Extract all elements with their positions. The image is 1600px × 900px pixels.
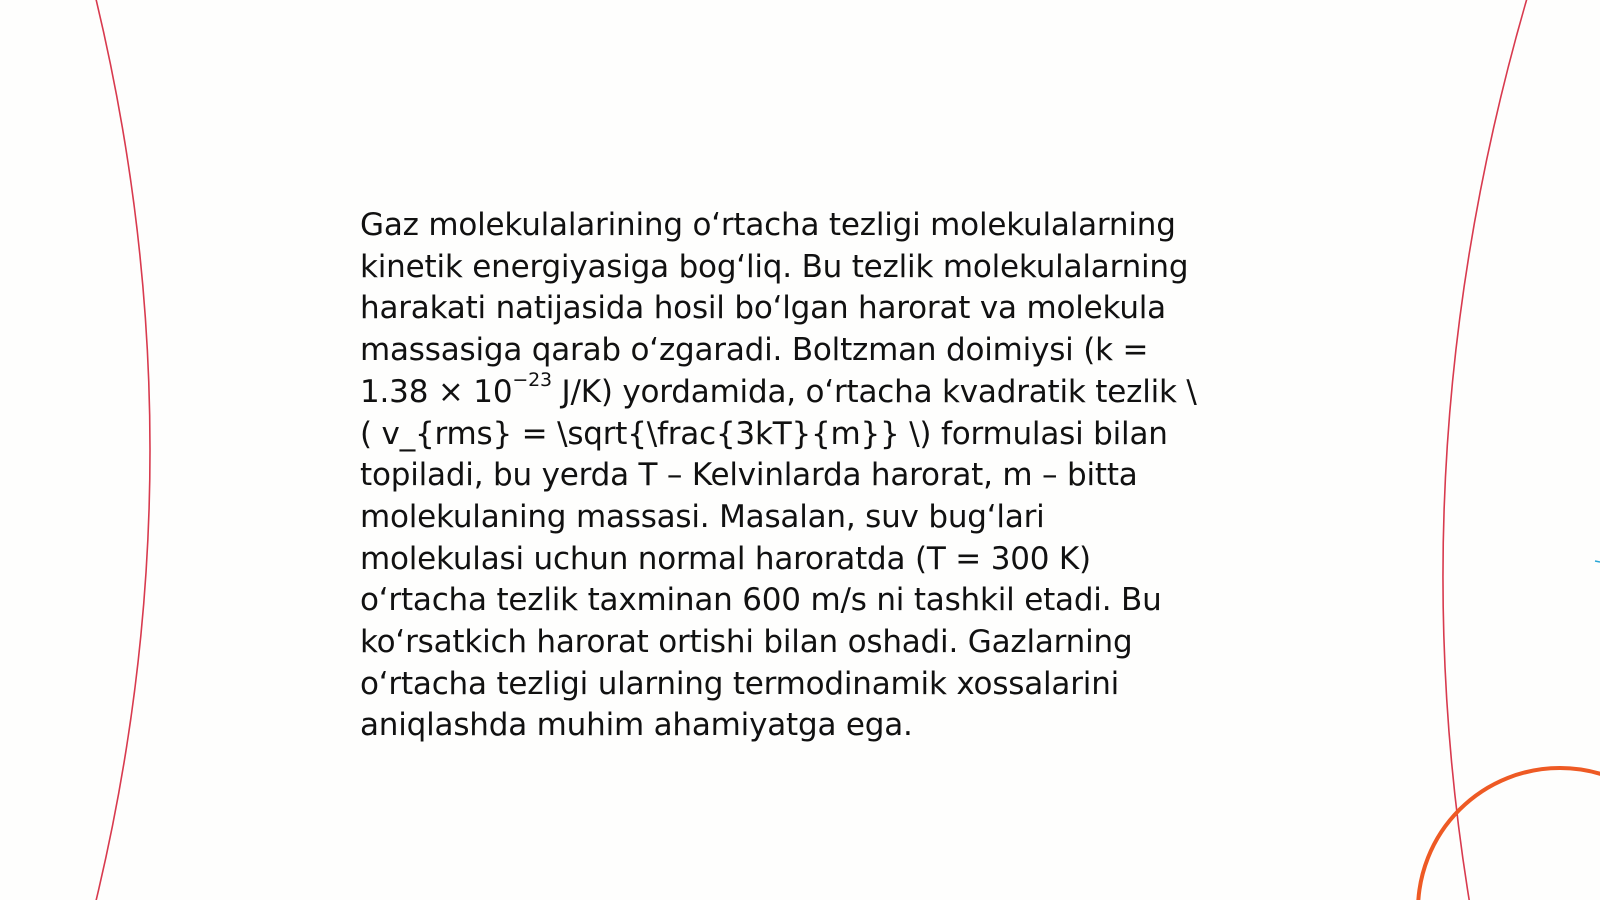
text-line-7: topiladi, bu yerda T – Kelvinlarda harorat, m – bitta <box>360 457 1138 494</box>
text-line-13: aniqlashda muhim ahamiyatga ega. <box>360 707 913 744</box>
boltzman-value: 1.38 × 10 <box>360 373 513 410</box>
text-line-9: molekulasi uchun normal haroratda (T = 300 K) <box>360 540 1091 577</box>
cyan-tick <box>1595 561 1600 562</box>
text-line-8: molekulaning massasi. Masalan, suv bugʻlari <box>360 498 1045 535</box>
text-line-4: massasiga qarab oʻzgaradi. Boltzman doimiysi (k = <box>360 332 1149 369</box>
text-line-10: oʻrtacha tezlik taxminan 600 m/s ni tashkil etadi. Bu <box>360 582 1162 619</box>
text-line-6: ( v_{rms} = \sqrt{\frac{3kT}{m}} \) formulasi bilan <box>360 415 1168 452</box>
text-line-12: oʻrtacha tezligi ularning termodinamik xossalarini <box>360 665 1120 702</box>
boltzman-exponent: −23 <box>512 369 552 392</box>
text-line-5-rest: J/K) yordamida, oʻrtacha kvadratik tezlik \ <box>551 373 1197 410</box>
orange-circle-arc <box>1418 768 1600 900</box>
text-line-5 <box>360 369 1260 414</box>
text-line-1: Gaz molekulalarining oʻrtacha tezligi molekulalarning <box>360 207 1176 243</box>
text-line-2: kinetik energiyasiga bogʻliq. Bu tezlik molekulalarning <box>360 248 1189 285</box>
right-arc <box>1443 0 1528 900</box>
text-line-3: harakati natijasida hosil boʻlgan harorat va molekula <box>360 290 1166 327</box>
left-arc <box>95 0 150 900</box>
text-line-11: koʻrsatkich harorat ortishi bilan oshadi. Gazlarning <box>360 624 1133 661</box>
body-paragraph <box>360 205 1260 747</box>
